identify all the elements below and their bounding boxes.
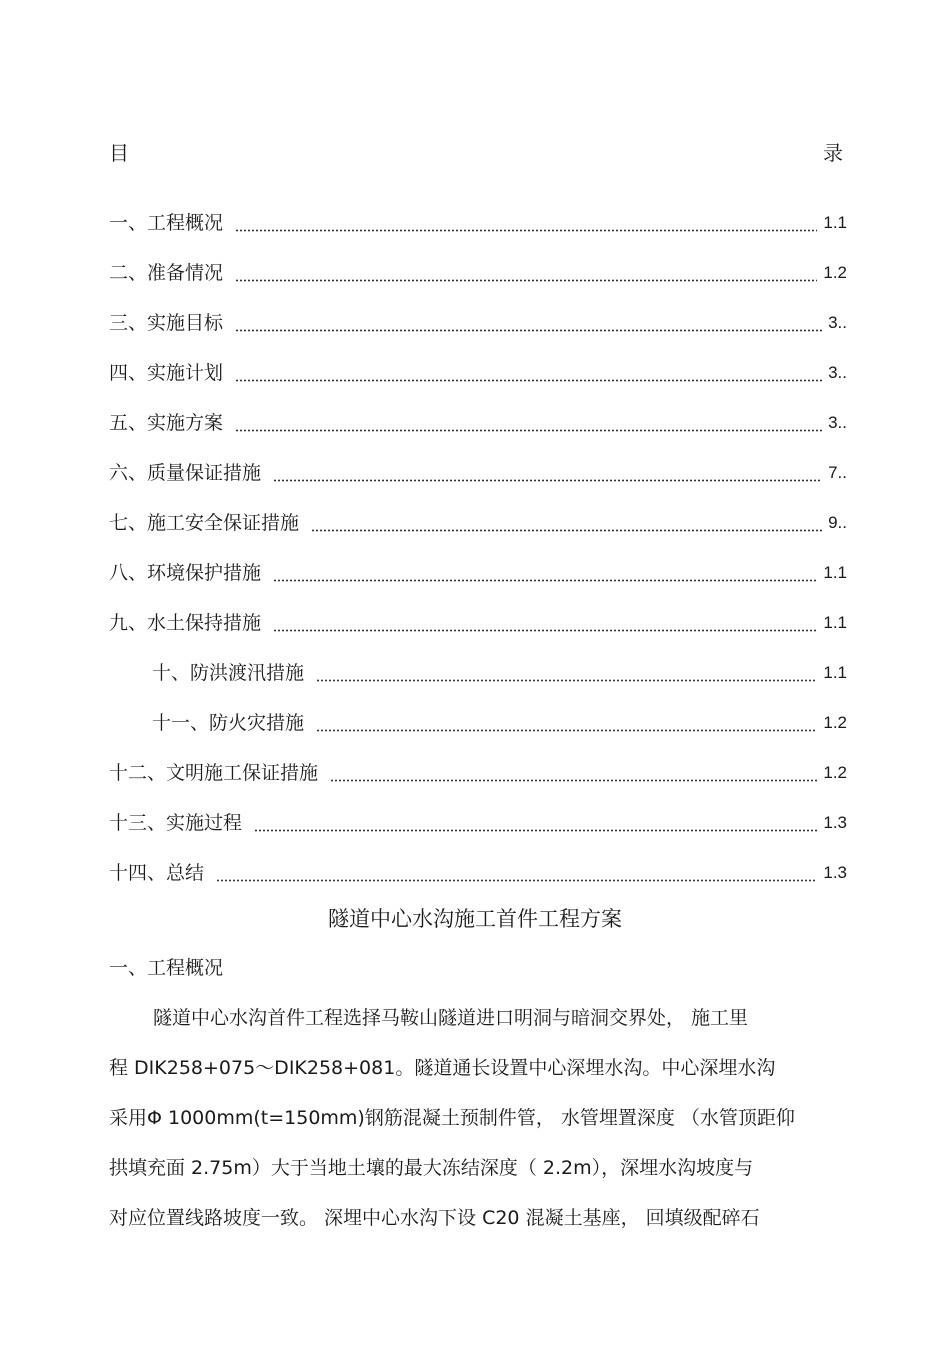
- toc-leader-dots: [316, 679, 817, 682]
- toc-entry-label: 四、实施计划: [109, 362, 224, 384]
- paragraph-line: 采用Φ 1000mm(t=150mm)钢筋混凝土预制件管， 水管埋置深度 （水管顶距仰: [109, 1107, 795, 1129]
- toc-entry-page: 1.2: [823, 713, 847, 732]
- toc-entry-page: 3..: [828, 363, 847, 382]
- toc-leader-dots: [235, 429, 822, 432]
- toc-entry-label: 十一、防火灾措施: [152, 712, 305, 734]
- toc-leader-dots: [235, 329, 822, 332]
- toc-entry-page: 1.1: [823, 613, 847, 632]
- toc-entry-page: 3..: [828, 313, 847, 332]
- toc-entry-label: 三、实施目标: [109, 312, 224, 334]
- paragraph-line: 对应位置线路坡度一致。 深埋中心水沟下设 C20 混凝土基座， 回填级配碎石: [109, 1207, 760, 1229]
- toc-entry-page: 1.1: [823, 563, 847, 582]
- toc-leader-dots: [316, 729, 817, 732]
- toc-leader-dots: [216, 879, 817, 882]
- toc-leader-dots: [273, 479, 822, 482]
- paragraph-line: 拱填充面 2.75m）大于当地土壤的最大冻结深度（ 2.2m），深埋水沟坡度与: [109, 1157, 754, 1179]
- toc-entry[interactable]: [109, 406, 847, 436]
- paragraph-line: 程 DIK258+075～DIK258+081。隧道通长设置中心深埋水沟。中心深埋水沟: [109, 1057, 776, 1079]
- toc-heading-left: 目: [109, 141, 129, 165]
- toc-entry[interactable]: [109, 256, 847, 286]
- toc-entry[interactable]: [109, 806, 847, 836]
- toc-leader-dots: [254, 829, 817, 832]
- toc-entry-page: 1.2: [823, 763, 847, 782]
- toc-leader-dots: [273, 579, 817, 582]
- toc-entry-page: 1.3: [823, 863, 847, 882]
- toc-entry[interactable]: [109, 356, 847, 386]
- toc-entry[interactable]: [109, 306, 847, 336]
- toc-entry-label: 五、实施方案: [109, 412, 224, 434]
- toc-entry[interactable]: [109, 556, 847, 586]
- toc-entry[interactable]: [152, 656, 847, 686]
- toc-entry-label: 九、水土保持措施: [109, 612, 262, 634]
- toc-entry-page: 1.1: [823, 213, 847, 232]
- toc-entry-label: 十、防洪渡汛措施: [152, 662, 305, 684]
- toc-entry-page: 3..: [828, 413, 847, 432]
- document-title: 隧道中心水沟施工首件工程方案: [328, 907, 622, 931]
- toc-entry-page: 9..: [828, 513, 847, 532]
- toc-heading-right: 录: [823, 141, 843, 165]
- toc-entry[interactable]: [109, 606, 847, 636]
- toc-leader-dots: [235, 279, 817, 282]
- toc-entry-label: 六、质量保证措施: [109, 462, 262, 484]
- toc-leader-dots: [330, 779, 817, 782]
- toc-entry-label: 十二、文明施工保证措施: [109, 762, 319, 784]
- toc-entry-label: 二、准备情况: [109, 262, 224, 284]
- toc-entry-label: 十四、总结: [109, 862, 205, 884]
- toc-entry-label: 七、施工安全保证措施: [109, 512, 300, 534]
- body-paragraph: [109, 1003, 843, 1253]
- toc-entry-page: 1.2: [823, 263, 847, 282]
- toc-entry[interactable]: [109, 206, 847, 236]
- toc-leader-dots: [273, 629, 817, 632]
- toc-leader-dots: [235, 229, 817, 232]
- section-heading: 一、工程概况: [109, 957, 224, 979]
- toc-entry-label: 十三、实施过程: [109, 812, 243, 834]
- toc-entry-label: 一、工程概况: [109, 212, 224, 234]
- toc-entry-page: 7..: [828, 463, 847, 482]
- toc-entry-page: 1.3: [823, 813, 847, 832]
- toc-leader-dots: [235, 379, 822, 382]
- toc-entry[interactable]: [152, 706, 847, 736]
- toc-entry[interactable]: [109, 856, 847, 886]
- toc-entry[interactable]: [109, 456, 847, 486]
- toc-leader-dots: [311, 529, 822, 532]
- toc-entry-label: 八、环境保护措施: [109, 562, 262, 584]
- toc-entry[interactable]: [109, 506, 847, 536]
- toc-entry-page: 1.1: [823, 663, 847, 682]
- paragraph-line: 隧道中心水沟首件工程选择马鞍山隧道进口明洞与暗洞交界处， 施工里: [153, 1007, 749, 1029]
- toc-entry[interactable]: [109, 756, 847, 786]
